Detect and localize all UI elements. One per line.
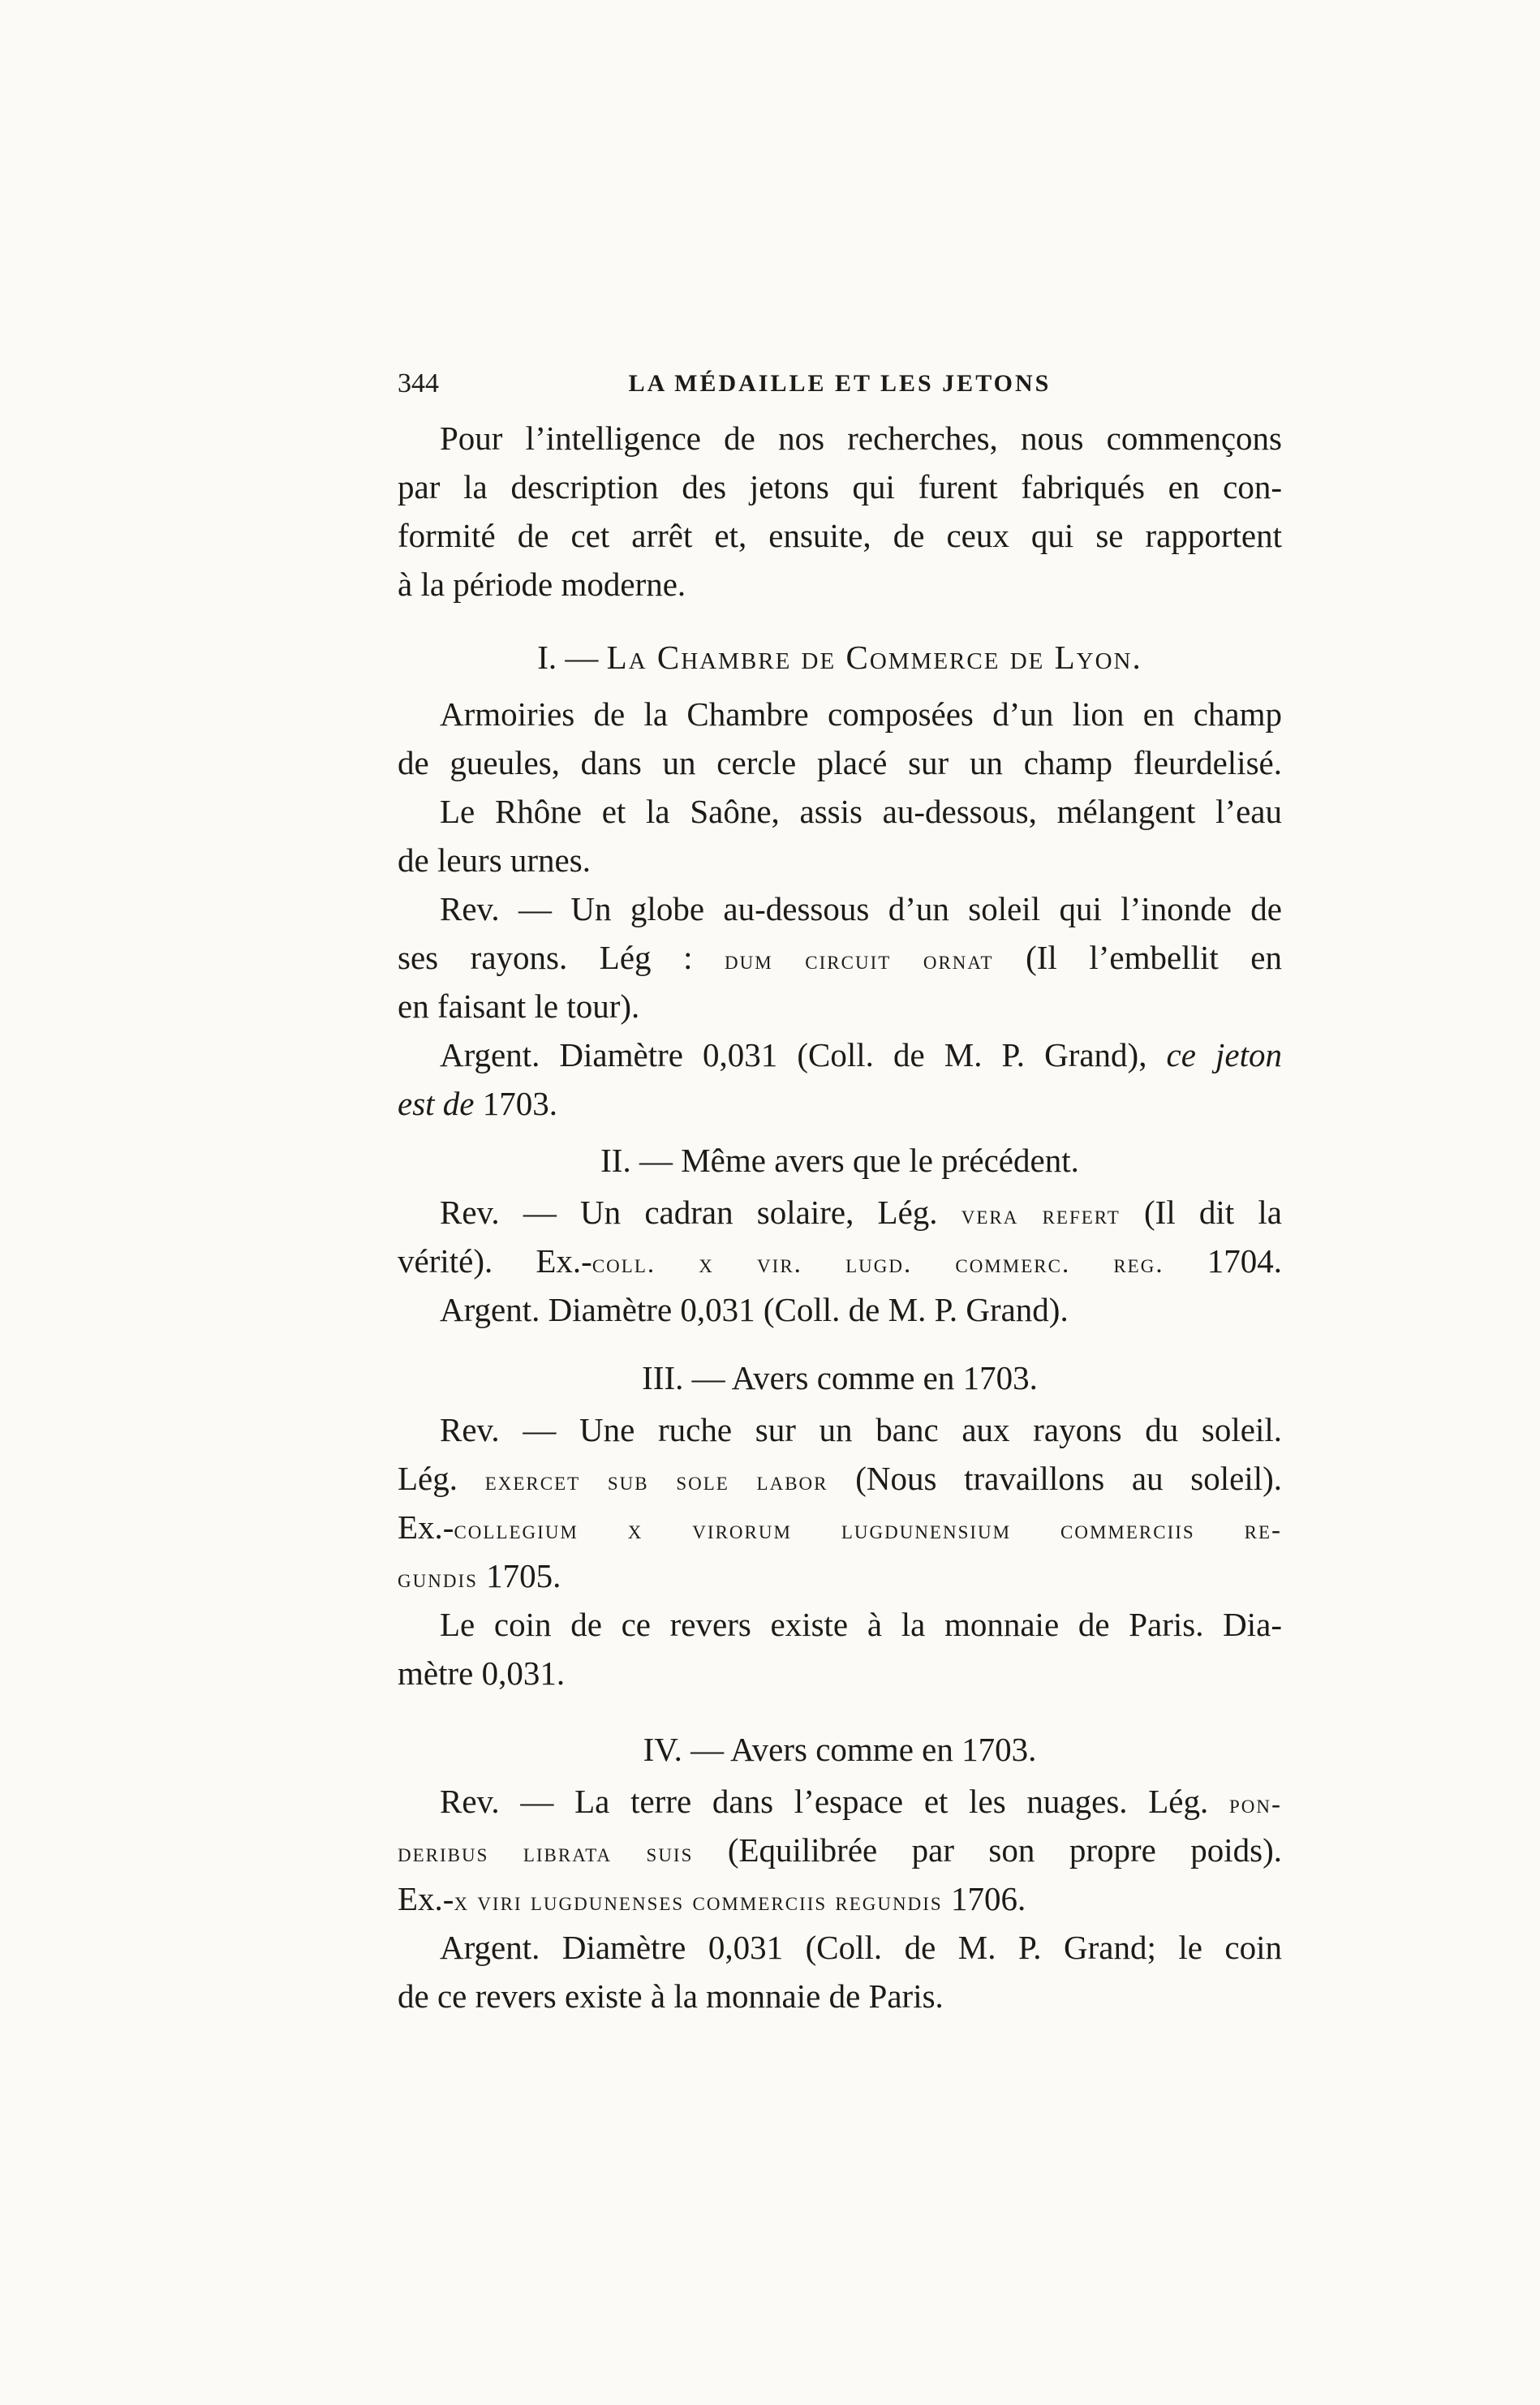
text-line: Argent. Diamètre 0,031 (Coll. de M. P. Grand; le coin bbox=[440, 1929, 1282, 1966]
legend-text: deribus librata suis bbox=[398, 1839, 694, 1868]
text-run: Ex.- bbox=[398, 1880, 454, 1917]
legend-text: dum circuit ornat bbox=[725, 946, 994, 975]
text-line: Le coin de ce revers existe à la monnaie de Paris. Dia- bbox=[440, 1606, 1282, 1643]
text-run: Argent. Diamètre 0,031 (Coll. de M. P. Grand), bbox=[440, 1036, 1147, 1073]
legend-text: collegium x virorum lugdunensium commerciis re- bbox=[454, 1516, 1282, 1545]
text-line bbox=[398, 933, 1282, 982]
text-line: de gueules, dans un cercle placé sur un champ fleurdelisé. bbox=[398, 744, 1282, 781]
text-line bbox=[398, 1237, 1282, 1285]
page-number: 344 bbox=[398, 368, 439, 398]
text-line bbox=[398, 1030, 1282, 1079]
text-line: formité de cet arrêt et, ensuite, de ceux qui se rapportent bbox=[398, 517, 1282, 554]
legend-text: vera refert bbox=[961, 1201, 1121, 1230]
text-line: par la description des jetons qui furent fabriqués en con- bbox=[398, 468, 1282, 506]
text-line: à la période moderne. bbox=[398, 566, 686, 603]
section-title: La Chambre de Commerce de Lyon. bbox=[606, 639, 1142, 676]
legend-text: pon- bbox=[1228, 1790, 1282, 1819]
section-2 bbox=[398, 1133, 1282, 1334]
page-header bbox=[398, 364, 1282, 404]
text-run: (Il l’embellit en bbox=[1026, 939, 1282, 976]
text-run: Rev. — Un cadran solaire, Lég. bbox=[440, 1194, 938, 1231]
text-run: ses rayons. Lég : bbox=[398, 939, 693, 976]
text-run: 1704. bbox=[1207, 1242, 1283, 1280]
section-heading: IV. — Avers comme en 1703. bbox=[643, 1731, 1037, 1768]
text-run: Rev. — La terre dans l’espace et les nuages. Lég. bbox=[440, 1783, 1209, 1820]
text-run: 1703. bbox=[482, 1085, 557, 1122]
text-line bbox=[398, 1826, 1282, 1874]
text-line bbox=[398, 1503, 1282, 1551]
legend-text: coll. x vir. lugd. commerc. reg. bbox=[591, 1250, 1164, 1279]
text-run: Ex.- bbox=[398, 1508, 454, 1546]
text-line: Argent. Diamètre 0,031 (Coll. de M. P. Grand). bbox=[440, 1291, 1069, 1328]
text-line bbox=[398, 1777, 1282, 1826]
text-line bbox=[398, 1551, 1282, 1600]
text-line: Pour l’intelligence de nos recherches, nous commençons bbox=[440, 419, 1282, 457]
legend-text: gundis bbox=[398, 1564, 478, 1594]
section-heading: III. — Avers comme en 1703. bbox=[642, 1359, 1038, 1396]
text-run: vérité). Ex.- bbox=[398, 1242, 592, 1280]
section-1 bbox=[398, 630, 1282, 685]
text-run: (Equilibrée par son propre poids). bbox=[727, 1831, 1282, 1869]
text-line bbox=[398, 1079, 1282, 1128]
text-run: Lég. bbox=[398, 1460, 458, 1497]
text-line: Rev. — Une ruche sur un banc aux rayons du soleil. bbox=[440, 1411, 1282, 1448]
italic-text: est de bbox=[398, 1085, 475, 1122]
text-line: en faisant le tour). bbox=[398, 987, 640, 1025]
intro-paragraph bbox=[398, 414, 1282, 609]
text-run: (Nous travaillons au soleil). bbox=[855, 1460, 1282, 1497]
text-line: Rev. — Un globe au-dessous d’un soleil qui l’inonde de bbox=[440, 890, 1282, 927]
text-line bbox=[398, 1874, 1282, 1923]
text-line: de leurs urnes. bbox=[398, 841, 591, 879]
text-line bbox=[398, 1454, 1282, 1503]
section-heading: II. — Même avers que le précédent. bbox=[600, 1142, 1079, 1179]
legend-text: exercet sub sole labor bbox=[484, 1467, 828, 1496]
text-run: 1706. bbox=[950, 1880, 1026, 1917]
section-1-body bbox=[398, 690, 1282, 1128]
section-3 bbox=[398, 1350, 1282, 1697]
section-numeral: I. — bbox=[537, 639, 599, 676]
text-run: 1705. bbox=[486, 1557, 561, 1594]
legend-text: x viri lugdunenses commerciis regundis bbox=[454, 1887, 943, 1917]
italic-text: ce jeton bbox=[1166, 1036, 1282, 1073]
text-run: (Il dit la bbox=[1144, 1194, 1282, 1231]
text-line: Le Rhône et la Saône, assis au-dessous, mélangent l’eau bbox=[440, 793, 1282, 830]
running-title: LA MÉDAILLE ET LES JETONS bbox=[628, 370, 1052, 397]
section-4 bbox=[398, 1722, 1282, 2020]
text-line: mètre 0,031. bbox=[398, 1654, 566, 1692]
text-line bbox=[398, 1188, 1282, 1237]
section-heading bbox=[398, 630, 1282, 685]
text-line: de ce revers existe à la monnaie de Paris. bbox=[398, 1977, 944, 2015]
text-line: Armoiries de la Chambre composées d’un lion en champ bbox=[440, 695, 1282, 733]
